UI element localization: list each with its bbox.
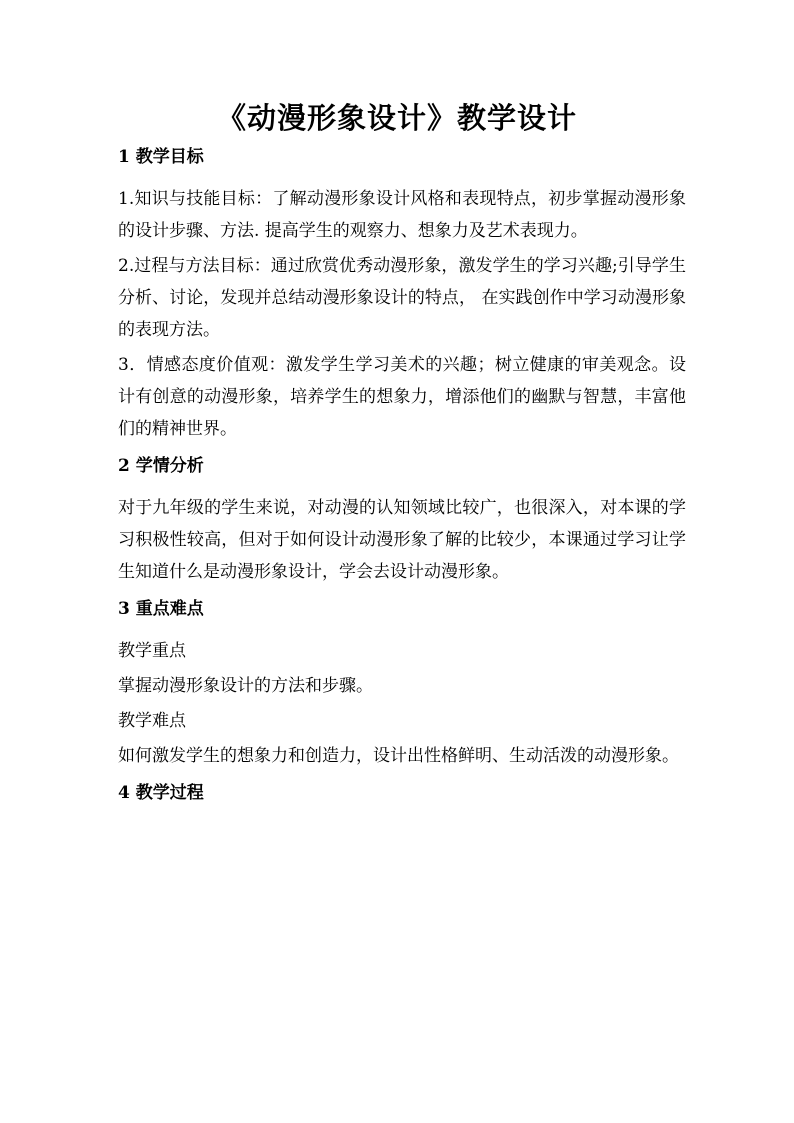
section-teaching-goals <box>118 145 686 445</box>
section-student-analysis <box>118 454 686 588</box>
paragraph-key-point: 掌握动漫形象设计的方法和步骤。 <box>118 676 373 696</box>
section-heading: 3 重点难点 <box>118 599 204 619</box>
paragraph-difficulty-label: 教学难点 <box>118 711 186 731</box>
section-teaching-process <box>118 781 686 805</box>
paragraph-key-point-label: 教学重点 <box>118 641 186 661</box>
section-heading: 1 教学目标 <box>118 147 204 167</box>
document-body <box>118 145 686 805</box>
document-title: 《动漫形象设计》教学设计 <box>216 101 577 135</box>
paragraph-difficulty: 如何激发学生的想象力和创造力，设计出性格鲜明、生动活泼的动漫形象。 <box>118 746 679 766</box>
paragraph-attitude-goal: 3．情感态度价值观：激发学生学习美术的兴趣；树立健康的审美观念。设计有创意的动漫形象，培养学生的想象力，增添他们的幽默与智慧，丰富他们的精神世界。 <box>118 355 686 439</box>
section-key-points <box>118 597 686 772</box>
section-heading: 4 教学过程 <box>118 783 204 803</box>
paragraph-process-goal: 2.过程与方法目标：通过欣赏优秀动漫形象，激发学生的学习兴趣;引导学生分析、讨论，发现并总结动漫形象设计的特点， 在实践创作中学习动漫形象的表现方法。 <box>118 256 686 340</box>
paragraph-student-analysis: 对于九年级的学生来说，对动漫的认知领域比较广，也很深入，对本课的学习积极性较高，但对于如何设计动漫形象了解的比较少，本课通过学习让学生知道什么是动漫形象设计，学会去设计动漫形象。 <box>118 498 686 582</box>
paragraph-knowledge-goal: 1.知识与技能目标：了解动漫形象设计风格和表现特点，初步掌握动漫形象的设计步骤、方法. 提高学生的观察力、想象力及艺术表现力。 <box>118 189 686 241</box>
section-heading: 2 学情分析 <box>118 456 204 476</box>
